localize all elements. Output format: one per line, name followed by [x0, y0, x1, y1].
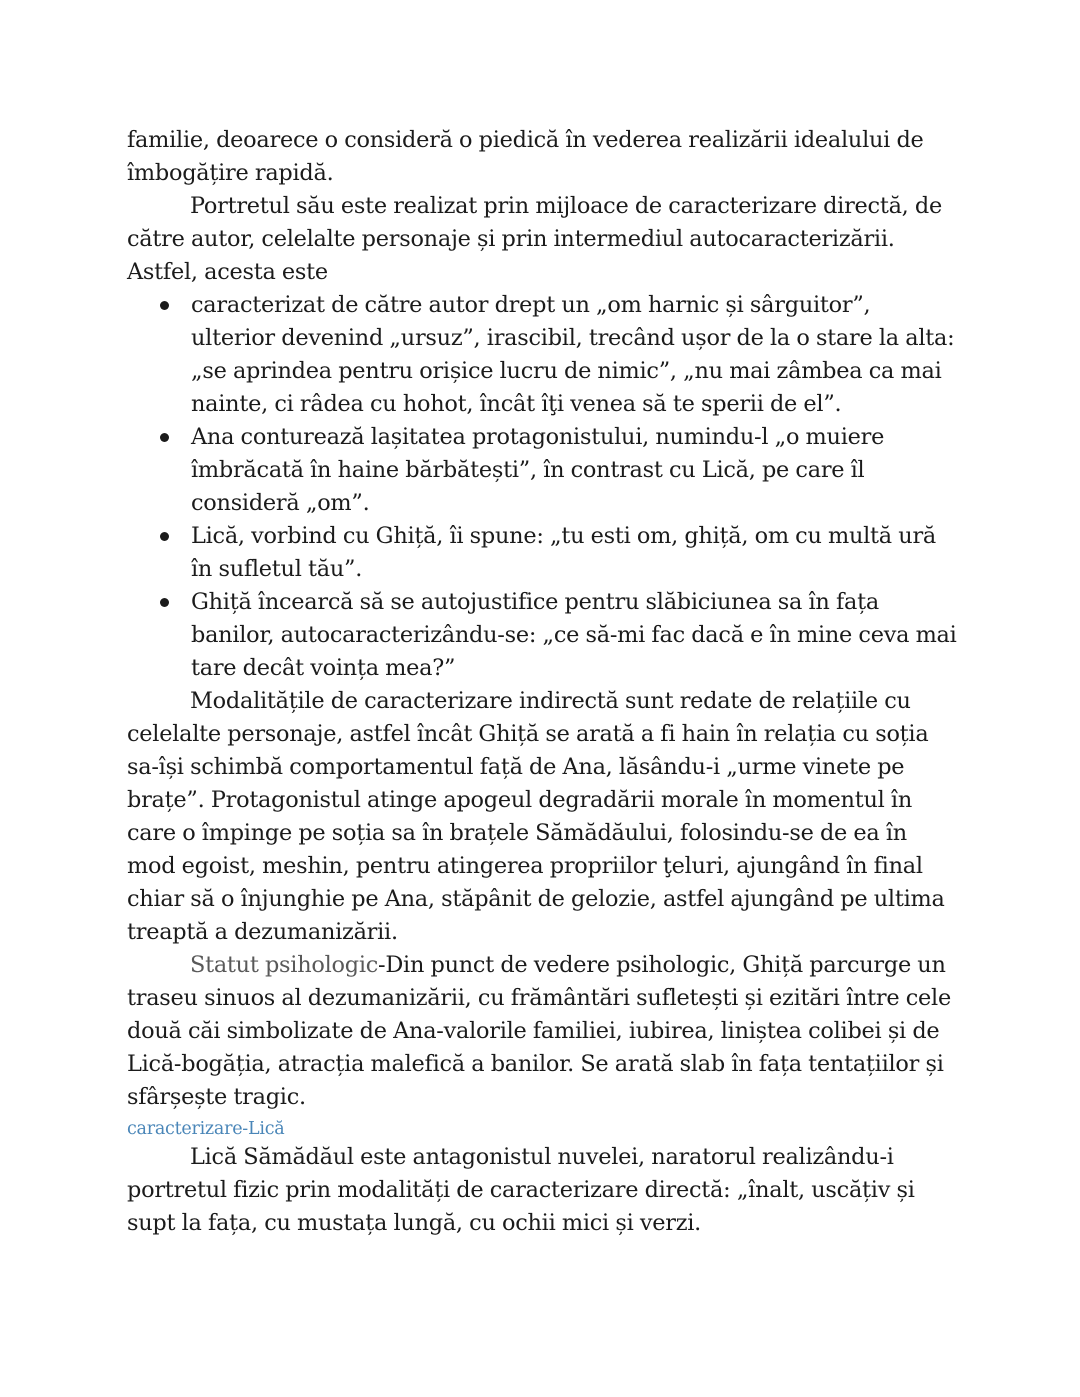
paragraph-psychological-text: -Din punct de vedere psihologic, Ghiță parcurge un traseu sinuos al dezumanizării, cu frământări sufletești și ezitări între cele două căi simbolizate de Ana-valorile familiei, iubirea, liniștea colibei și de Lică-bogăția, atracția malefică a banilor. Se arată slab în fața tentațiilor și sfârșește tragic.	[127, 952, 951, 1110]
paragraph-lica: Lică Sămădăul este antagonistul nuvelei, naratorul realizându-i portretul fizic prin modalități de caracterizare directă: „înalt, uscățiv și supt la fața, cu mustața lungă, cu ochii mici și verzi.	[127, 1144, 915, 1236]
list-item	[191, 586, 957, 685]
bullet-icon	[160, 598, 169, 607]
paragraph-psychological	[127, 949, 957, 1114]
section-label: Statut psihologic	[190, 952, 379, 978]
paragraph-indirect: Modalitățile de caracterizare indirectă sunt redate de relațiile cu celelalte personaje, astfel încât Ghiță se arată a fi hain în relația cu soția sa-își schimbă comportamentul față de Ana, lăsându-i „urme vinete pe brațe”. Protagonistul atinge apogeul degradării morale în momentul în care o împinge pe soția sa în brațele Sămădăului, folosindu-se de ea în mod egoist, meshin, pentru atingerea propriilor ţeluri, ajungând în final chiar să o înjunghie pe Ana, stăpânit de gelozie, astfel ajungând pe ultima treaptă a dezumanizării.	[127, 688, 945, 945]
bullet-icon	[160, 532, 169, 541]
list-item	[191, 520, 957, 586]
document-page	[127, 124, 957, 1240]
bullet-list	[127, 289, 957, 685]
bullet-icon	[160, 433, 169, 442]
list-item-text: Lică, vorbind cu Ghiță, îi spune: „tu esti om, ghiță, om cu multă ură în sufletul tău”.	[191, 523, 936, 582]
list-item	[191, 421, 957, 520]
paragraph-portrait: Portretul său este realizat prin mijloace de caracterizare directă, de către autor, celelalte personaje și prin intermediul autocaracterizării. Astfel, acesta este	[127, 193, 942, 285]
bullet-icon	[160, 301, 169, 310]
list-item-text: Ana conturează lașitatea protagonistului, numindu-l „o muiere îmbrăcată în haine bărbătești”, în contrast cu Lică, pe care îl consideră „om”.	[191, 424, 885, 516]
list-item-text: Ghiță încearcă să se autojustifice pentru slăbiciunea sa în fața banilor, autocaracterizându-se: „ce să-mi fac dacă e în mine ceva mai tare decât voința mea?”	[191, 589, 957, 681]
list-item-text: caracterizat de către autor drept un „om harnic și sârguitor”, ulterior devenind „ursuz”, irascibil, trecând ușor de la o stare la alta: „se aprindea pentru orișice lucru de nimic”, „nu mai zâmbea ca mai nainte, ci râdea cu hohot, încât îţi venea să te sperii de el”.	[191, 292, 955, 417]
paragraph-intro: familie, deoarece o consideră o piedică în vederea realizării idealului de îmbogățire rapidă.	[127, 127, 924, 186]
section-heading[interactable]: caracterizare-Lică	[127, 1119, 285, 1139]
list-item	[191, 289, 957, 421]
